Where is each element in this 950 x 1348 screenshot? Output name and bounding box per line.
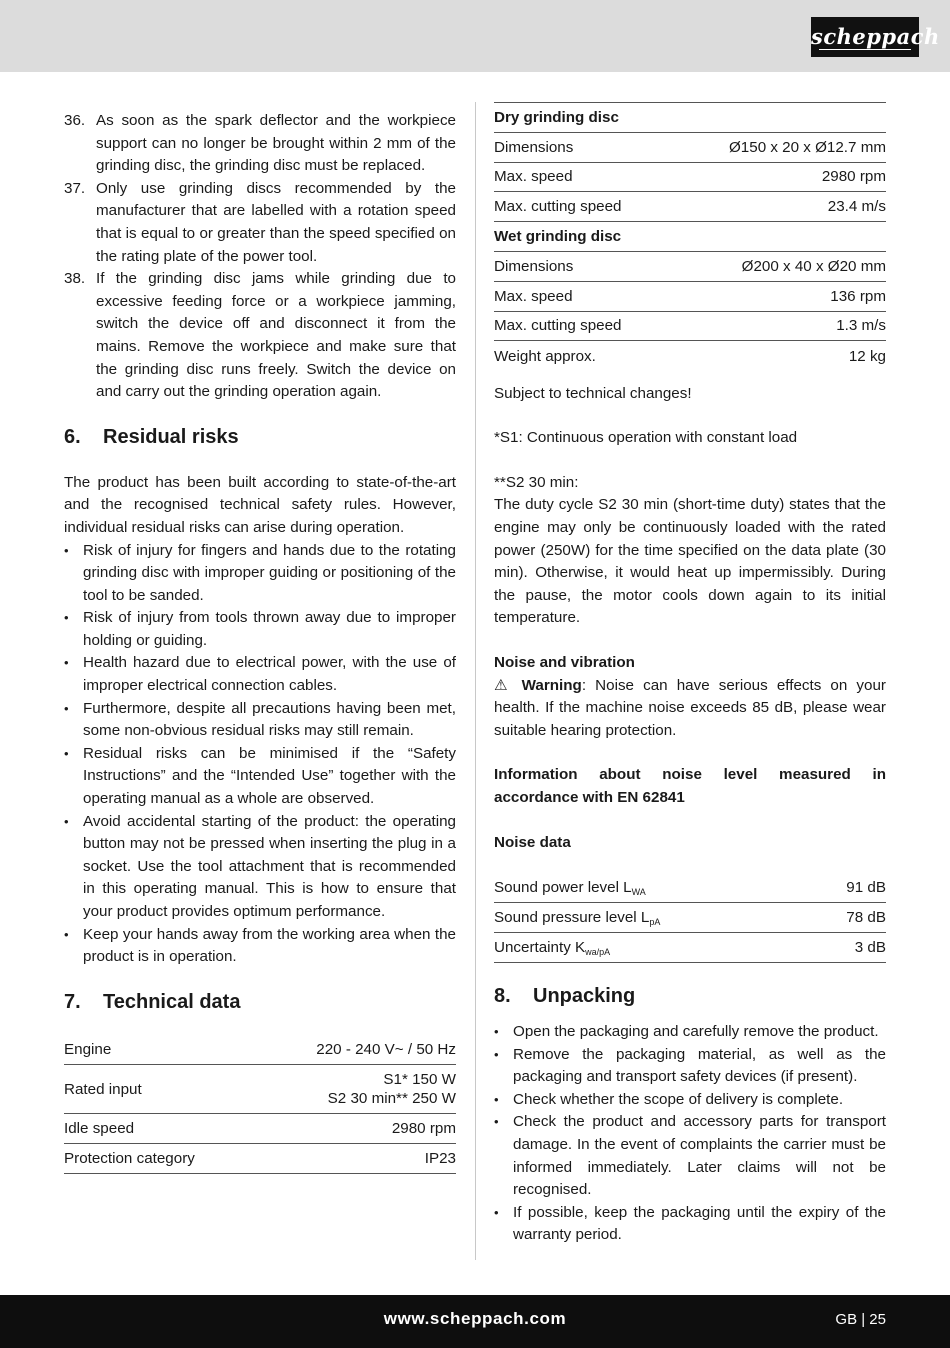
list-item: • Check whether the scope of delivery is complete. bbox=[494, 1089, 886, 1112]
residual-risks-intro: The product has been built according to state-of-the-art and the recognised technical safety rules. However, individual residual risks can arise during operation. bbox=[64, 473, 456, 536]
grinding-disc-table bbox=[494, 102, 886, 371]
table-row: Dry grinding disc bbox=[494, 103, 886, 133]
table-row: Rated input S1* 150 W S2 30 min** 250 W bbox=[64, 1065, 456, 1114]
subject-note: Subject to technical changes! bbox=[494, 384, 692, 402]
list-item: • Residual risks can be minimised if the “Safety Instructions” and the “Intended Use” together with the operating manual as a whole are observed. bbox=[64, 743, 456, 811]
list-item: • Keep your hands away from the working area when the product is in operation. bbox=[64, 924, 456, 969]
s1-note: *S1: Continuous operation with constant load bbox=[494, 429, 798, 447]
scheppach-logo: scheppach bbox=[811, 17, 919, 57]
s2-text: The duty cycle S2 30 min (short-time duty) states that the engine may only be continuously loaded with the rated power (250W) for the time specified on the data plate (30 min). Otherwise, it would heat up impermissibly. During the pause, the motor cools down again to its initial temperature. bbox=[494, 496, 886, 627]
list-item: • Risk of injury for fingers and hands due to the rotating grinding disc with improper guiding or positioning of the tool to be sanded. bbox=[64, 540, 456, 608]
noise-vibration-heading: Noise and vibration bbox=[494, 654, 635, 672]
list-item: • Remove the packaging material, as well as the packaging and transport safety devices (if present). bbox=[494, 1044, 886, 1089]
table-row: Wet grinding disc bbox=[494, 222, 886, 252]
page-footer bbox=[0, 1295, 950, 1348]
table-row: Max. cutting speed 23.4 m/s bbox=[494, 192, 886, 222]
list-item: • If possible, keep the packaging until the expiry of the warranty period. bbox=[494, 1202, 886, 1247]
page-number: GB | 25 bbox=[835, 1311, 886, 1328]
noise-data-heading: Noise data bbox=[494, 833, 571, 851]
right-column bbox=[494, 102, 886, 1247]
unpacking-list bbox=[494, 1021, 886, 1247]
table-row: Engine 220 - 240 V~ / 50 Hz bbox=[64, 1035, 456, 1065]
table-row: Idle speed 2980 rpm bbox=[64, 1114, 456, 1144]
table-row: Dimensions Ø150 x 20 x Ø12.7 mm bbox=[494, 132, 886, 162]
safety-list bbox=[64, 110, 456, 404]
table-row: Weight approx. 12 kg bbox=[494, 347, 886, 365]
section-heading-unpacking: 8. Unpacking bbox=[494, 985, 636, 1008]
list-item: 36. As soon as the spark deflector and the workpiece support can no longer be brought within 2 mm of the grinding disc, the grinding disc must be replaced. bbox=[64, 112, 456, 175]
table-row: Max. speed 136 rpm bbox=[494, 281, 886, 311]
table-row: Dimensions Ø200 x 40 x Ø20 mm bbox=[494, 251, 886, 281]
table-row: Protection category IP23 bbox=[64, 1143, 456, 1173]
warning-icon: ⚠ bbox=[494, 676, 513, 694]
column-divider bbox=[475, 102, 476, 1260]
table-row: Max. speed 2980 rpm bbox=[494, 162, 886, 192]
left-column bbox=[64, 110, 456, 1174]
list-item: 38. If the grinding disc jams while grinding due to excessive feeding force or a workpiece jamming, switch the device off and disconnect it from the mains. Remove the workpiece and make sure that the grinding disc runs freely. Switch the device on and carry out the grinding operation again. bbox=[64, 270, 456, 401]
list-item: • Open the packaging and carefully remove the product. bbox=[494, 1021, 886, 1044]
s2-title: **S2 30 min: bbox=[494, 473, 579, 491]
list-item: • Risk of injury from tools thrown away due to improper holding or guiding. bbox=[64, 607, 456, 652]
list-item: 37. Only use grinding discs recommended by the manufacturer that are labelled with a rotation speed that is equal to or greater than the speed specified on the rating plate of the power tool. bbox=[64, 179, 456, 265]
table-row: Uncertainty $K_{wa/pA}$ 3 dB bbox=[494, 933, 886, 963]
noise-data-table bbox=[494, 873, 886, 963]
table-row: Sound pressure level $L_{pA}$ 78 dB bbox=[494, 903, 886, 933]
list-item: • Avoid accidental starting of the product: the operating button may not be pressed when inserting the plug in a socket. Use the tool attachment that is recommended in this operating manual. This is how to ensure that your product provides optimum performance. bbox=[64, 811, 456, 924]
section-heading-technical-data: 7. Technical data bbox=[64, 990, 241, 1013]
noise-info-heading: Information about noise level measured in accordance with EN 62841 bbox=[494, 766, 886, 806]
list-item: • Health hazard due to electrical power, with the use of improper electrical connection cables. bbox=[64, 652, 456, 697]
list-item: • Furthermore, despite all precautions having been met, some non-obvious residual risks may still remain. bbox=[64, 698, 456, 743]
table-row: Sound power level $L_{WA}$ 91 dB bbox=[494, 873, 886, 903]
noise-warning: ⚠ Warning: Noise can have serious effects on your health. If the machine noise exceeds 85 dB, please wear suitable hearing protection. bbox=[494, 676, 886, 739]
website-link[interactable]: www.scheppach.com bbox=[383, 1309, 567, 1328]
table-row: Max. cutting speed 1.3 m/s bbox=[494, 311, 886, 341]
technical-data-table bbox=[64, 1035, 456, 1174]
list-item: • Check the product and accessory parts for transport damage. In the event of complaints the carrier must be informed immediately. Later claims will not be recognised. bbox=[494, 1111, 886, 1201]
page-header bbox=[0, 0, 950, 72]
section-heading-residual-risks: 6. Residual risks bbox=[64, 425, 239, 448]
residual-risks-list bbox=[64, 540, 456, 969]
